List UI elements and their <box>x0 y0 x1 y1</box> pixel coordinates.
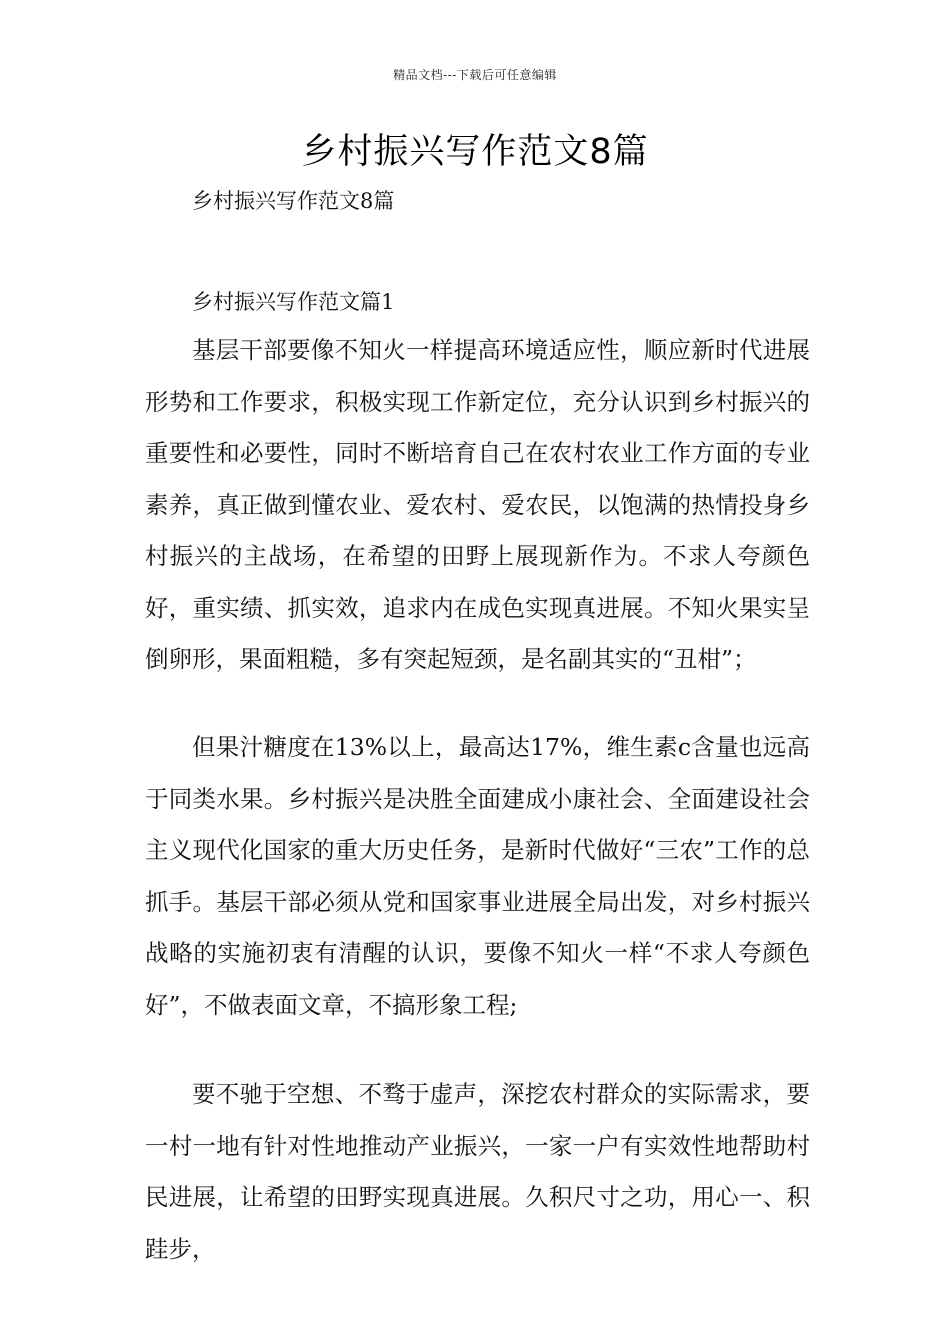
paragraph-2: 但果汁糖度在13%以上，最高达17%，维生素c含量也远高于同类水果。乡村振兴是决胜全面建成小康社会、全面建设社会主义现代化国家的重大历史任务，是新时代做好“三农”工作的总抓手。基层干部必须从党和国家事业进展全局出发，对乡村振兴战略的实施初衷有清醒的认识，要像不知火一样“不求人夸颜色好”，不做表面文章，不搞形象工程; <box>145 733 810 1019</box>
document-title: 乡村振兴写作范文8篇 <box>301 132 649 172</box>
document-subtitle: 乡村振兴写作范文8篇 <box>192 189 395 213</box>
paragraph-3: 要不驰于空想、不骛于虚声，深挖农村群众的实际需求，要一村一地有针对性地推动产业振兴，一家一户有实效性地帮助村民进展，让希望的田野实现真进展。久积尺寸之功，用心一、积跬步， <box>145 1080 810 1263</box>
header-note: 精品文档---下载后可任意编辑 <box>393 68 557 82</box>
section-heading: 乡村振兴写作范文篇1 <box>192 290 395 314</box>
paragraph-1: 基层干部要像不知火一样提高环境适应性，顺应新时代进展形势和工作要求，积极实现工作新定位，充分认识到乡村振兴的重要性和必要性，同时不断培育自己在农村农业工作方面的专业素养，真正做到懂农业、爱农村、爱农民，以饱满的热情投身乡村振兴的主战场，在希望的田野上展现新作为。不求人夸颜色好，重实绩、抓实效，追求内在成色实现真进展。不知火果实呈倒卵形，果面粗糙，多有突起短颈，是名副其实的“丑柑”； <box>145 336 810 673</box>
